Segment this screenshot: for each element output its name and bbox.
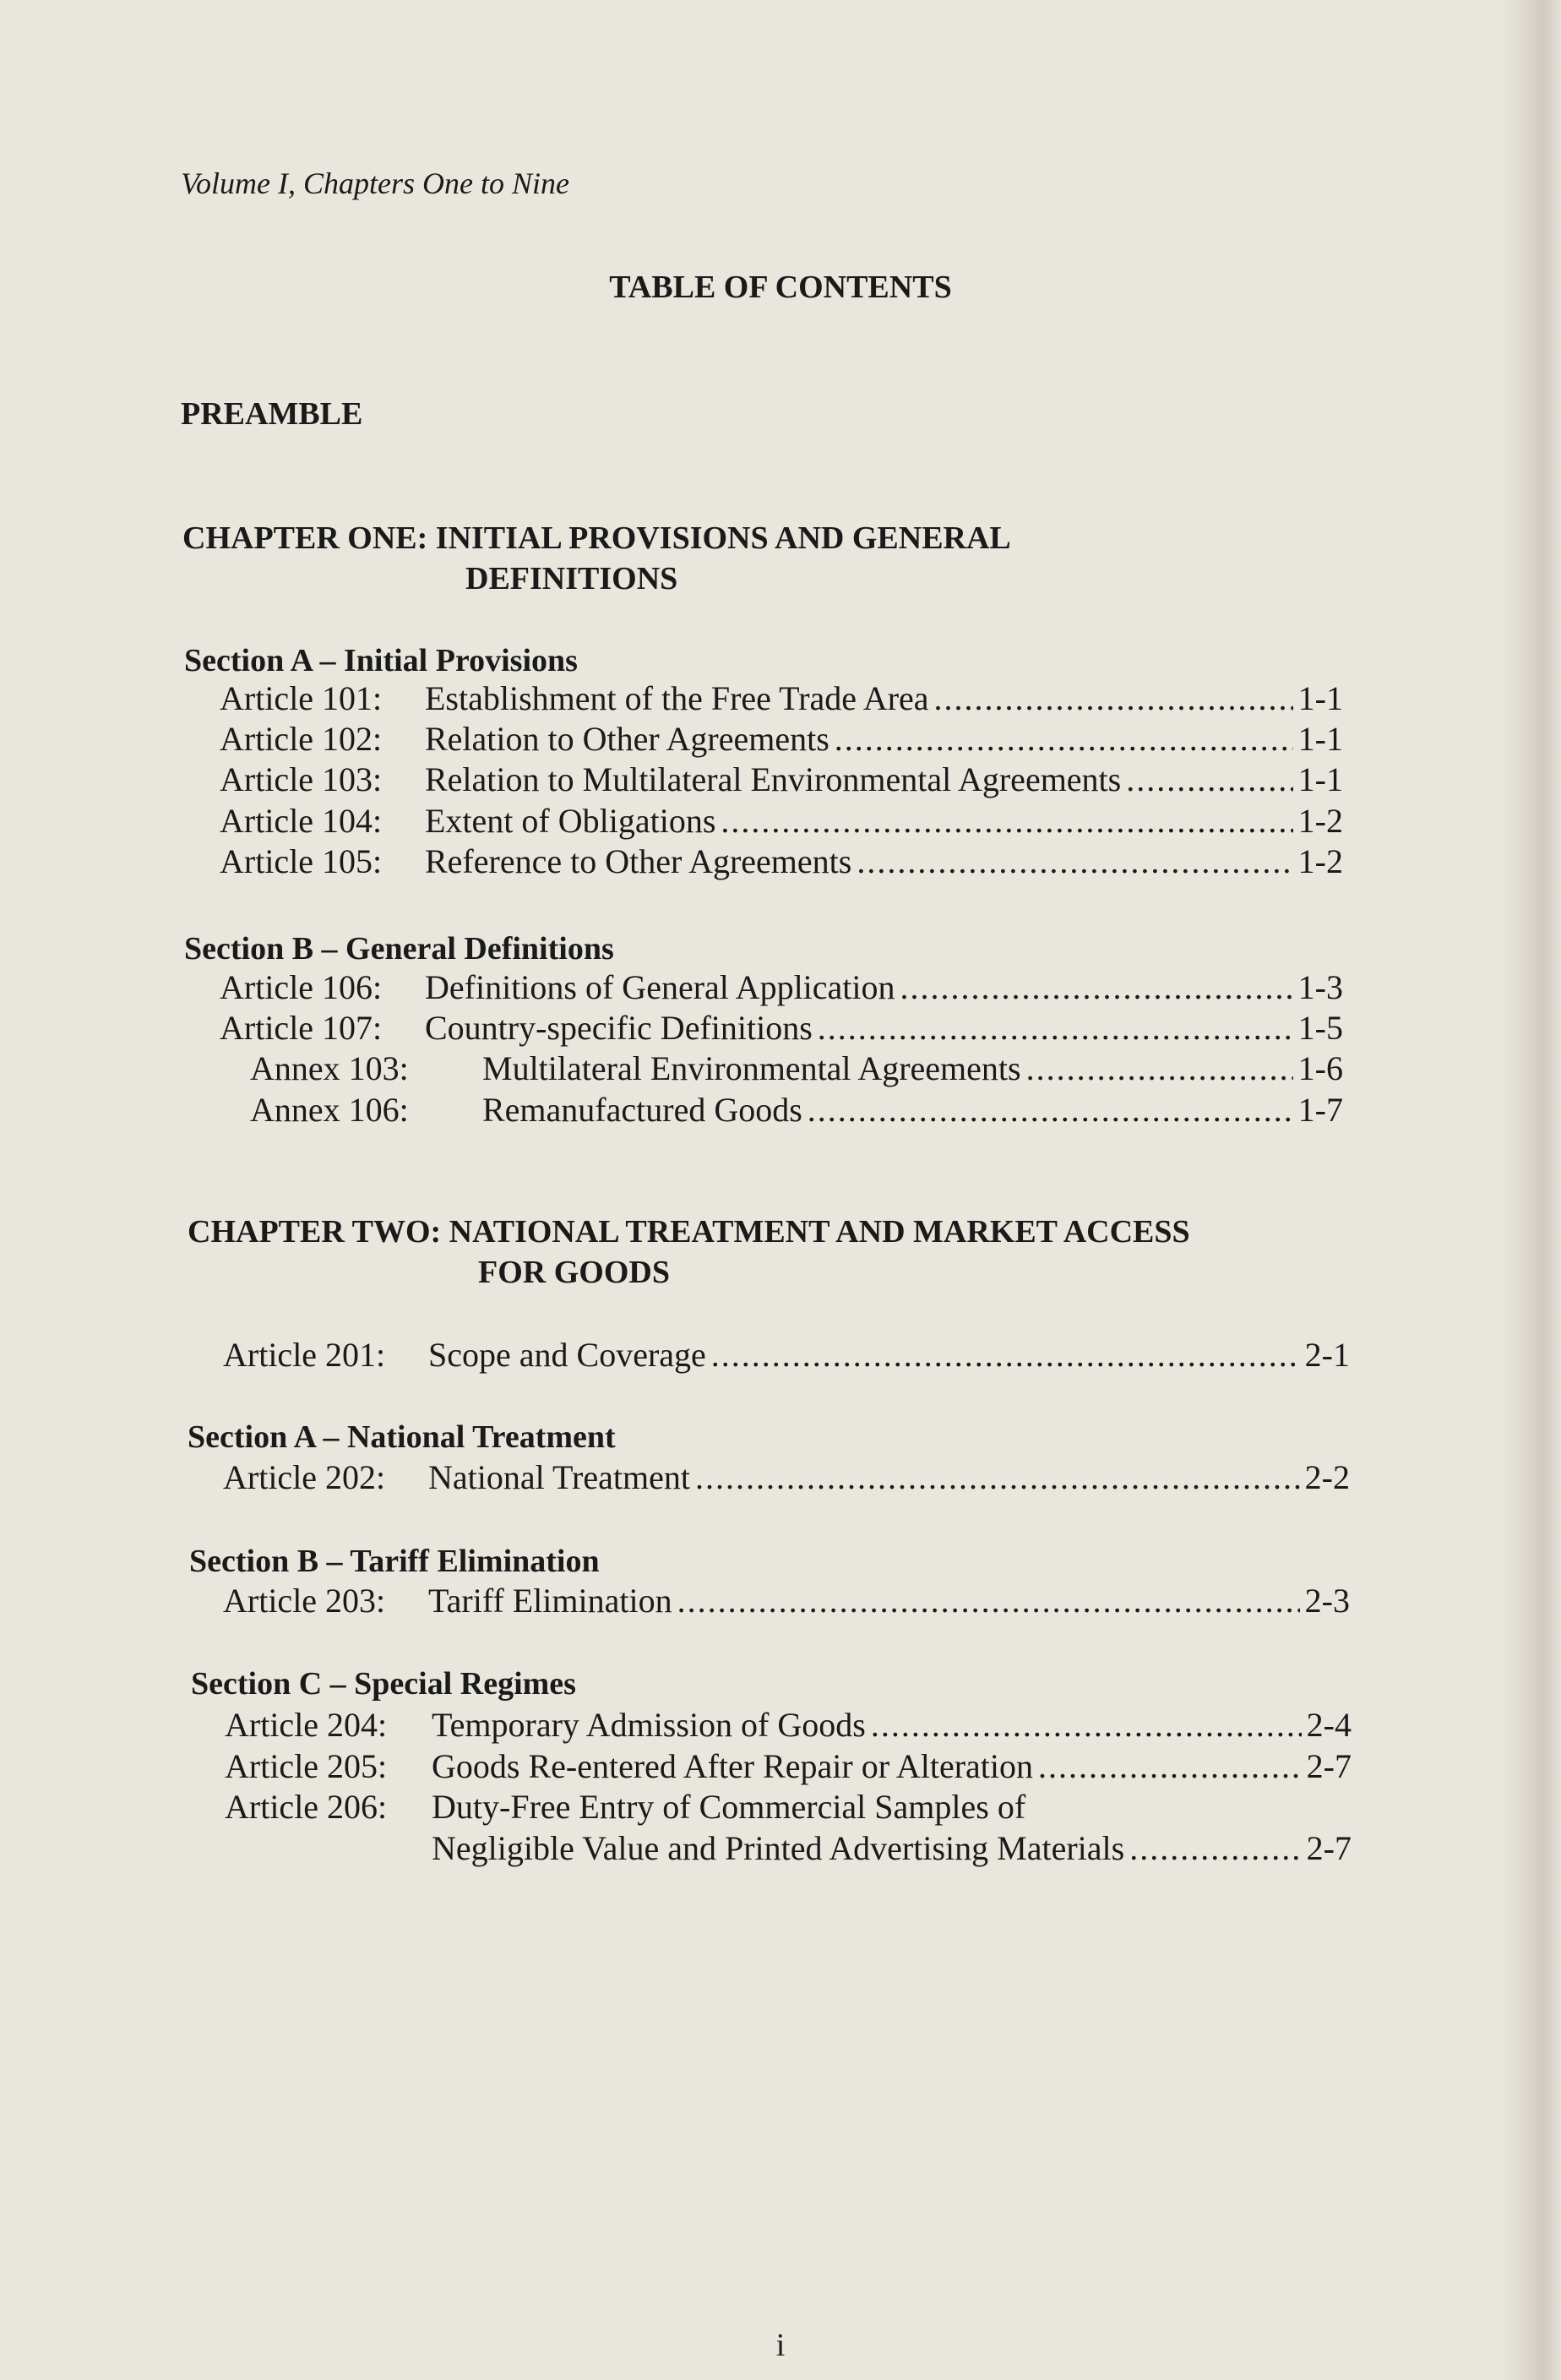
entry-title: Tariff Elimination xyxy=(428,1582,672,1620)
entry-number: Article 204: xyxy=(225,1706,388,1744)
entry-page: 1-3 xyxy=(1297,968,1343,1006)
entry-page: 1-6 xyxy=(1297,1049,1343,1087)
entry-number: Article 101: xyxy=(220,679,383,717)
dot-leader xyxy=(1126,760,1292,799)
dot-leader xyxy=(711,1335,1300,1375)
entry-number: Article 201: xyxy=(223,1336,386,1374)
chapter-two-title-line1: CHAPTER TWO: NATIONAL TREATMENT AND MARKET ACCESS xyxy=(188,1214,1190,1250)
chapter-one-section-a-heading: Section A – Initial Provisions xyxy=(184,643,578,678)
dot-leader xyxy=(818,1008,1293,1048)
chapter-two-section-c-heading: Section C – Special Regimes xyxy=(191,1666,576,1702)
toc-entry[interactable] xyxy=(220,967,1343,1008)
entry-page: 1-1 xyxy=(1297,679,1343,717)
entry-number: Article 106: xyxy=(220,968,383,1006)
entry-title: Establishment of the Free Trade Area xyxy=(425,679,929,717)
toc-entry-continuation[interactable] xyxy=(432,1828,1352,1869)
toc-entry[interactable] xyxy=(225,1705,1352,1746)
dot-leader xyxy=(677,1581,1300,1620)
toc-entry[interactable] xyxy=(223,1457,1350,1498)
entry-title-continued: Negligible Value and Printed Advertising Materials xyxy=(432,1829,1125,1867)
toc-entry[interactable] xyxy=(220,678,1343,719)
dot-leader xyxy=(808,1090,1293,1130)
chapter-one-section-b-heading: Section B – General Definitions xyxy=(184,931,614,967)
page-number: i xyxy=(775,2328,786,2363)
toc-entry[interactable] xyxy=(250,1090,1343,1130)
entry-page: 1-5 xyxy=(1297,1009,1343,1047)
entry-page: 2-3 xyxy=(1304,1582,1350,1620)
dot-leader xyxy=(934,678,1293,718)
entry-page: 2-2 xyxy=(1304,1458,1350,1496)
entry-page: 2-1 xyxy=(1304,1336,1350,1374)
entry-title: Scope and Coverage xyxy=(428,1336,706,1374)
entry-title: Remanufactured Goods xyxy=(482,1091,802,1129)
toc-entry[interactable] xyxy=(223,1581,1350,1621)
dot-leader xyxy=(871,1705,1302,1745)
dot-leader xyxy=(835,719,1293,759)
entry-number: Article 104: xyxy=(220,802,383,840)
entry-number: Annex 106: xyxy=(250,1091,409,1129)
entry-number: Article 203: xyxy=(223,1582,386,1620)
toc-entry[interactable] xyxy=(223,1335,1350,1375)
entry-title: Relation to Other Agreements xyxy=(425,720,829,758)
toc-entry[interactable] xyxy=(220,1008,1343,1048)
chapter-one-title-line1: CHAPTER ONE: INITIAL PROVISIONS AND GENERAL xyxy=(182,520,1011,556)
chapter-two-title-line2: FOR GOODS xyxy=(478,1255,670,1290)
entry-title: Relation to Multilateral Environmental Agreements xyxy=(425,760,1122,798)
entry-page: 1-1 xyxy=(1297,760,1343,798)
entry-number: Article 105: xyxy=(220,842,383,880)
entry-number: Annex 103: xyxy=(250,1049,409,1087)
chapter-one-title-line2: DEFINITIONS xyxy=(465,561,678,596)
toc-entry[interactable] xyxy=(220,801,1343,841)
entry-page: 2-7 xyxy=(1306,1829,1352,1867)
entry-number: Article 102: xyxy=(220,720,383,758)
dot-leader xyxy=(721,801,1292,841)
entry-title: National Treatment xyxy=(428,1458,690,1496)
entry-page: 1-2 xyxy=(1297,842,1343,880)
entry-title: Reference to Other Agreements xyxy=(425,842,852,880)
toc-entry[interactable] xyxy=(220,841,1343,882)
dot-leader xyxy=(857,841,1292,881)
entry-title: Multilateral Environmental Agreements xyxy=(482,1049,1021,1087)
entry-number: Article 206: xyxy=(225,1788,388,1826)
dot-leader xyxy=(900,967,1293,1007)
entry-page: 1-7 xyxy=(1297,1091,1343,1129)
page-title: TABLE OF CONTENTS xyxy=(609,270,952,305)
volume-subtitle: Volume I, Chapters One to Nine xyxy=(181,166,569,200)
entry-title: Country-specific Definitions xyxy=(425,1009,813,1047)
chapter-two-section-b-heading: Section B – Tariff Elimination xyxy=(189,1544,600,1579)
dot-leader xyxy=(1038,1746,1302,1786)
entry-number: Article 202: xyxy=(223,1458,386,1496)
entry-title: Duty-Free Entry of Commercial Samples of xyxy=(432,1788,1026,1826)
entry-page: 2-7 xyxy=(1306,1747,1352,1785)
entry-page: 1-1 xyxy=(1297,720,1343,758)
entry-number: Article 103: xyxy=(220,760,383,798)
toc-entry[interactable] xyxy=(225,1746,1352,1787)
dot-leader xyxy=(695,1457,1300,1497)
entry-title: Temporary Admission of Goods xyxy=(432,1706,866,1744)
entry-page: 2-4 xyxy=(1306,1706,1352,1744)
entry-number: Article 205: xyxy=(225,1747,388,1785)
entry-title: Goods Re-entered After Repair or Alteration xyxy=(432,1747,1033,1785)
entry-page: 1-2 xyxy=(1297,802,1343,840)
toc-entry[interactable] xyxy=(220,760,1343,800)
toc-entry[interactable] xyxy=(250,1048,1343,1089)
dot-leader xyxy=(1026,1048,1293,1088)
preamble-heading: PREAMBLE xyxy=(181,396,363,432)
dot-leader xyxy=(1129,1828,1301,1868)
toc-entry[interactable] xyxy=(225,1787,1352,1827)
toc-entry[interactable] xyxy=(220,719,1343,760)
entry-title: Extent of Obligations xyxy=(425,802,716,840)
entry-number: Article 107: xyxy=(220,1009,383,1047)
chapter-two-section-a-heading: Section A – National Treatment xyxy=(188,1419,616,1455)
entry-title: Definitions of General Application xyxy=(425,968,895,1006)
